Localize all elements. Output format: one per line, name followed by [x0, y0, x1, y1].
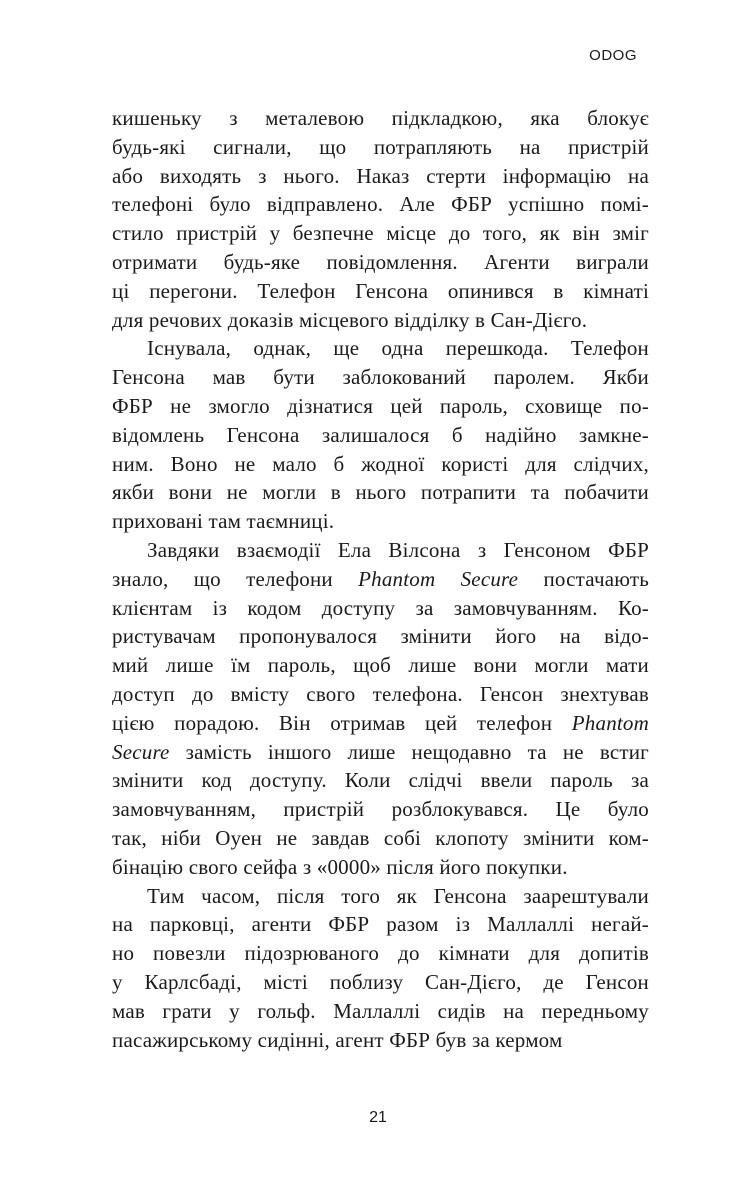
text-line: стило пристрій у безпечне місце до того, як він зміг: [112, 221, 649, 246]
text-line: так, ніби Оуен не завдав собі клопоту змінити ком-: [112, 825, 649, 850]
text-line: замовчуванням, пристрій розблокувався. Це було: [112, 797, 649, 822]
text-line: приховані там таємниці.: [112, 509, 335, 534]
text-line: або виходять з нього. Наказ стерти інформацію на: [112, 163, 649, 188]
text-line: ристувачам пропонувалося змінити його на відо-: [112, 624, 649, 649]
text-line: Генсона мав бути заблокований паролем. Якби: [112, 365, 649, 390]
page-number: 21: [369, 1109, 387, 1126]
text-line: ним. Воно не мало б жодної користі для слідчих,: [112, 451, 649, 476]
text-line: у Карлсбаді, місті поблизу Сан-Дієго, де Генсон: [112, 969, 649, 994]
text-line: відомлень Генсона залишалося б надійно замкне-: [112, 422, 649, 447]
text-line: цією порадою. Він отримав цей телефон Phantom: [112, 710, 649, 735]
text-line: кишеньку з металевою підкладкою, яка блокує: [112, 106, 649, 130]
text-line: пасажирському сидінні, агент ФБР був за кермом: [112, 1027, 563, 1052]
page-body: [112, 104, 649, 1054]
text-line: мий лише їм пароль, щоб лише вони могли мати: [112, 653, 649, 678]
text-line: мав грати у гольф. Маллаллі сидів на передньому: [112, 998, 649, 1023]
text-line: будь-які сигнали, що потрапляють на пристрій: [112, 134, 649, 159]
text-line: Існувала, однак, ще одна перешкода. Телефон: [147, 336, 649, 361]
text-line: змінити код доступу. Коли слідчі ввели пароль за: [112, 768, 649, 793]
text-line: телефоні було відправлено. Але ФБР успішно помі-: [112, 192, 649, 217]
text-line: бінацію свого сейфа з «0000» після його покупки.: [112, 854, 568, 879]
text-line: ФБР не змогло дізнатися цей пароль, сховище по-: [112, 393, 649, 418]
text-line: ці перегони. Телефон Генсона опинився в кімнаті: [112, 278, 649, 303]
text-line: отримати будь-яке повідомлення. Агенти виграли: [112, 249, 649, 274]
text-line: для речових доказів місцевого відділку в Сан-Дієго.: [112, 307, 588, 332]
text-line: клієнтам із кодом доступу за замовчуванням. Ко-: [112, 595, 649, 620]
text-line: Тим часом, після того як Генсона заарештували: [147, 883, 649, 908]
text-line: Завдяки взаємодії Ела Вілсона з Генсоном ФБР: [147, 537, 649, 562]
text-line: но повезли підозрюваного до кімнати для допитів: [112, 941, 649, 966]
text-line: доступ до вмісту свого телефона. Генсон знехтував: [112, 681, 649, 706]
text-line: якби вони не могли в нього потрапити та побачити: [112, 480, 649, 505]
text-line: Secure замість іншого лише нещодавно та не встиг: [112, 739, 649, 764]
text-line: знало, що телефони Phantom Secure постачають: [112, 566, 649, 591]
running-head: ODOG: [589, 47, 637, 64]
text-line: на парковці, агенти ФБР разом із Маллаллі негай-: [112, 912, 649, 937]
